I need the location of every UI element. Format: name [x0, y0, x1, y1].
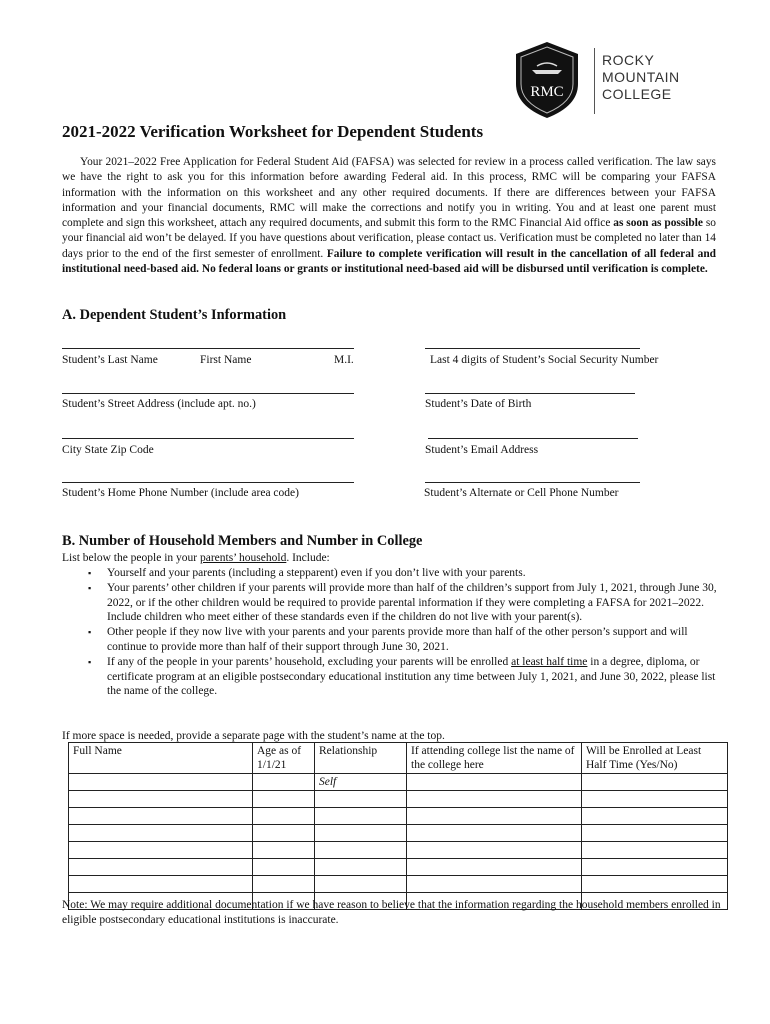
- table-cell[interactable]: [407, 876, 582, 893]
- table-cell[interactable]: [315, 859, 407, 876]
- table-cell[interactable]: [582, 859, 728, 876]
- date-of-birth-label: Student’s Date of Birth: [425, 398, 532, 410]
- list-item: [62, 655, 722, 699]
- first-name-label: First Name: [200, 354, 252, 366]
- bullet-text-4b: in a degree, diploma, or certificate program at an eligible postsecondary educational institution any time between July 1, 2021, and June 30, 2022, please list the name of the college.: [107, 655, 716, 698]
- col-header-full-name: Full Name: [69, 743, 253, 774]
- table-cell[interactable]: [69, 842, 253, 859]
- table-cell[interactable]: [407, 842, 582, 859]
- ssn-field[interactable]: [425, 348, 640, 349]
- email-field[interactable]: [428, 438, 638, 439]
- table-row: [69, 774, 728, 791]
- table-cell[interactable]: [69, 859, 253, 876]
- table-cell[interactable]: [315, 791, 407, 808]
- more-space-instruction: If more space is needed, provide a separate page with the student’s name at the top.: [62, 730, 445, 742]
- table-cell[interactable]: [69, 808, 253, 825]
- intro-bold-2: Failure to complete verification will result in the cancellation of all federal and institutional need-based aid. No federal loans or grants or institutional need-based aid will be disbursed until verification is complete.: [62, 247, 716, 276]
- email-label: Student’s Email Address: [425, 444, 539, 456]
- table-cell[interactable]: [407, 859, 582, 876]
- household-criteria-list: [62, 566, 722, 699]
- home-phone-field[interactable]: [62, 482, 354, 483]
- bullet-icon: ▪: [88, 656, 92, 667]
- col-header-college: If attending college list the name of the college here: [407, 743, 582, 774]
- table-row: [69, 791, 728, 808]
- street-address-label: Student’s Street Address (include apt. no.): [62, 398, 256, 410]
- col-header-enrolled: Will be Enrolled at Least Half Time (Yes/No): [582, 743, 728, 774]
- table-row: [69, 842, 728, 859]
- street-address-field[interactable]: [62, 393, 354, 394]
- last-name-label: Student’s Last Name: [62, 354, 158, 366]
- alt-phone-label: Student’s Alternate or Cell Phone Number: [424, 487, 619, 499]
- col-header-age: Age as of 1/1/21: [253, 743, 315, 774]
- table-cell[interactable]: [407, 808, 582, 825]
- table-cell[interactable]: [582, 774, 728, 791]
- college-logo: [512, 40, 712, 120]
- table-cell[interactable]: [407, 825, 582, 842]
- list-item: [62, 625, 722, 655]
- table-cell[interactable]: [315, 808, 407, 825]
- table-cell[interactable]: [582, 791, 728, 808]
- bullet-icon: ▪: [88, 627, 92, 638]
- date-of-birth-field[interactable]: [425, 393, 635, 394]
- table-row: [69, 825, 728, 842]
- table-row: [69, 876, 728, 893]
- table-cell[interactable]: [315, 842, 407, 859]
- shield-crest-icon: [512, 40, 582, 120]
- bullet-text-2: Your parents’ other children if your parents will provide more than half of the children’s support from July 1, 2021, through June 30, 2022, or if the other children would be required to provide parental information if they were completing a FAFSA for 2021–2022. Include children who meet either of these standards even if the children do not live with your parent(s).: [107, 581, 717, 624]
- household-members-table: [68, 742, 728, 910]
- table-header-row: [69, 743, 728, 774]
- college-name: [602, 52, 680, 103]
- table-cell[interactable]: [253, 825, 315, 842]
- city-state-zip-label: City State Zip Code: [62, 444, 154, 456]
- logo-divider: [594, 48, 595, 114]
- section-a-heading: A. Dependent Student’s Information: [62, 307, 287, 323]
- table-cell[interactable]: [253, 791, 315, 808]
- table-cell[interactable]: [582, 842, 728, 859]
- table-cell[interactable]: [407, 774, 582, 791]
- table-cell[interactable]: [315, 825, 407, 842]
- table-cell[interactable]: [582, 825, 728, 842]
- intro-paragraph: [62, 155, 716, 277]
- ssn-label: Last 4 digits of Student’s Social Security Number: [430, 354, 659, 366]
- section-b-heading: B. Number of Household Members and Number in College: [62, 533, 423, 549]
- table-cell[interactable]: [315, 876, 407, 893]
- intro-bold-1: as soon as possible: [613, 217, 703, 230]
- table-row: [69, 859, 728, 876]
- college-name-line-3: COLLEGE: [602, 86, 672, 102]
- page-title: 2021-2022 Verification Worksheet for Dependent Students: [62, 122, 484, 141]
- college-name-line-2: MOUNTAIN: [602, 69, 680, 85]
- table-cell[interactable]: [582, 876, 728, 893]
- alt-phone-field[interactable]: [425, 482, 640, 483]
- table-cell[interactable]: [69, 774, 253, 791]
- bullet-icon: ▪: [88, 582, 92, 593]
- college-name-line-1: ROCKY: [602, 52, 655, 68]
- section-b-intro: [62, 551, 330, 566]
- table-cell[interactable]: [69, 876, 253, 893]
- student-name-field[interactable]: [62, 348, 354, 349]
- intro-text-2: so your financial aid won’t be delayed. If you have questions about verification, please contact us. Verification must be completed no later than 14 days prior to the end of the first semester of enrollment.: [62, 217, 716, 260]
- bullet-text-4-underlined: at least half time: [511, 655, 588, 668]
- home-phone-label: Student’s Home Phone Number (include area code): [62, 487, 299, 499]
- bullet-text-3: Other people if they now live with your parents and your parents provide more than half of the other person’s support and will continue to provide more than half of their support through June 30, 2021.: [107, 626, 688, 653]
- list-item: [62, 581, 722, 625]
- table-cell[interactable]: [253, 876, 315, 893]
- seal-text: RMC: [530, 84, 564, 100]
- note-paragraph: Note: We may require additional documentation if we have reason to believe that the information regarding the household members enrolled in eligible postsecondary educational institutions is inaccurate.: [62, 899, 721, 926]
- city-state-zip-field[interactable]: [62, 438, 354, 439]
- col-header-relationship: Relationship: [315, 743, 407, 774]
- section-b-intro-a: List below the people in your: [62, 552, 200, 564]
- bullet-text-4a: If any of the people in your parents’ household, excluding your parents will be enrolled: [107, 655, 512, 668]
- table-cell[interactable]: [69, 791, 253, 808]
- middle-initial-label: M.I.: [334, 354, 354, 366]
- table-row: [69, 808, 728, 825]
- table-cell[interactable]: [69, 825, 253, 842]
- self-relationship-cell: [315, 774, 407, 791]
- list-item: [62, 566, 722, 581]
- table-cell[interactable]: [253, 859, 315, 876]
- table-cell[interactable]: [253, 842, 315, 859]
- table-cell[interactable]: [253, 808, 315, 825]
- bullet-text-1: Yourself and your parents (including a stepparent) even if you don’t live with your parents.: [107, 567, 526, 579]
- table-cell[interactable]: [253, 774, 315, 791]
- section-b-intro-underlined: parents’ household: [199, 552, 287, 564]
- intro-text-1: Your 2021–2022 Free Application for Federal Student Aid (FAFSA) was selected for review in a process called verification. The law says we have the right to ask you for this information before awarding Federal aid. In this process, RMC will be comparing your FAFSA information with the information on this worksheet and any other required documents. If there are differences between your FAFSA information and your financial documents, RMC will make the corrections and notify you in writing. You and at least one parent must complete and sign this worksheet, attach any required documents, and submit this form to the RMC Financial Aid office: [62, 156, 716, 230]
- table-cell[interactable]: [407, 791, 582, 808]
- bullet-icon: ▪: [88, 568, 92, 578]
- self-label: Self: [319, 776, 337, 788]
- table-cell[interactable]: [582, 808, 728, 825]
- section-b-intro-b: . Include:: [286, 552, 330, 564]
